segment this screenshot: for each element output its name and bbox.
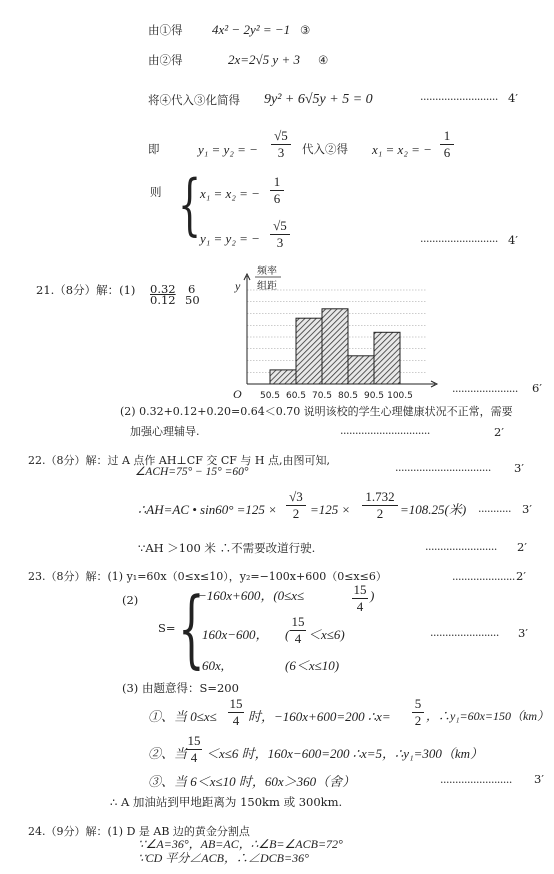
p23-case3-a: 60x, xyxy=(202,658,225,673)
p21-answer-4: 50 xyxy=(185,293,200,307)
p23-row1-frac1-den: 4 xyxy=(228,712,244,729)
p22-line3-dots: ························ xyxy=(425,543,497,556)
origin-label: O xyxy=(233,387,242,401)
p20-line4-eq2: x₁ = x₂ = − xyxy=(372,142,432,157)
p22-line2-b: =125 × xyxy=(310,502,351,517)
p21-part2-line1: (2) 0.32+0.12+0.20=0.64＜0.70 说明该校的学生心理健康状况不正常，需要 xyxy=(120,405,513,418)
histogram-bar xyxy=(270,370,296,384)
p21-part2-score: 2′ xyxy=(494,425,504,439)
p20-line3-eq: 9y² + 6√5y + 5 = 0 xyxy=(264,92,373,107)
p20-line5-eq1: x₁ = x₂ = − xyxy=(200,186,260,201)
p21-score: 6′ xyxy=(532,381,542,395)
p20-line5-dots: ·························· xyxy=(420,235,498,248)
p23-row1-frac2-den: 2 xyxy=(412,712,424,729)
x-tick-label: 100.5 xyxy=(387,391,413,401)
p21-part2-dots: ······························ xyxy=(340,427,430,440)
x-tick-label: 80.5 xyxy=(337,391,359,401)
x-tick-label: 70.5 xyxy=(311,391,333,401)
p22-line3-score: 2′ xyxy=(517,540,527,554)
p23-row3-dots: ························ xyxy=(440,776,512,789)
p23-part2-label: (2) xyxy=(122,593,139,607)
p23-case1-frac-num: 15 xyxy=(353,582,367,597)
p20-line4-frac1-num: √5 xyxy=(274,128,288,143)
p20-line4-frac2-den: 6 xyxy=(440,144,454,161)
p24-line1: 24.（9分）解：(1) D 是 AB 边的黄金分割点 xyxy=(28,825,250,838)
p23-line1-dots: ····················· xyxy=(452,573,515,586)
p23-brace: { xyxy=(178,579,205,677)
y-axis-symbol: y xyxy=(235,279,241,293)
p20-line2-eq: 2x=2√5 y + 3 xyxy=(228,52,300,67)
p23-case1-frac xyxy=(352,582,368,615)
p20-line2-num: ④ xyxy=(318,53,329,67)
p23-part2-score: 3′ xyxy=(518,626,528,640)
p23-row1-a: ①、当 0≤x≤ xyxy=(148,709,217,724)
p23-case1: −160x+600，(0≤x≤ xyxy=(198,588,305,603)
p20-line5-frac1 xyxy=(270,174,284,207)
p23-case2-a: 160x−600， xyxy=(202,627,269,642)
y-label-bottom: 组距 xyxy=(257,281,277,292)
p23-row3: ③、当 6＜x≤10 时，60x＞360（舍） xyxy=(148,774,356,789)
p20-line3-label: 将④代入③化简得 xyxy=(148,93,240,107)
x-tick-label: 50.5 xyxy=(259,391,281,401)
p22-line2-c: =108.25(米) xyxy=(400,502,467,517)
p23-row1-frac1-num: 15 xyxy=(229,696,243,711)
p21-answer-3: 0.12 xyxy=(150,293,176,307)
p20-line1-eq: 4x² − 2y² = −1 xyxy=(212,22,291,37)
histogram-bar xyxy=(348,356,374,384)
p20-line4-frac2-num: 1 xyxy=(443,128,451,143)
p23-row2-frac-den: 4 xyxy=(186,749,202,766)
p23-conclusion: ∴ A 加油站到甲地距离为 150km 或 300km. xyxy=(110,795,343,809)
p23-row2-a: ②、当 xyxy=(148,746,188,761)
y-label-top: 频率 xyxy=(257,266,277,277)
histogram-bar xyxy=(374,332,400,384)
p20-line5-frac2 xyxy=(270,218,290,251)
p23-row1-frac1 xyxy=(228,696,244,729)
p21-answer-1: 0.32 xyxy=(150,282,176,296)
p20-line4-label: 即 xyxy=(148,142,160,156)
p23-row1-b: 时，−160x+600=200 ∴x= xyxy=(248,709,391,724)
p22-line1-dots: ································ xyxy=(395,464,491,477)
p20-line4-frac1 xyxy=(271,128,291,161)
p23-case2-frac-den: 4 xyxy=(290,630,306,647)
p23-part3-label: (3) 由题意得：S=200 xyxy=(122,681,239,695)
p23-case1-end: ) xyxy=(370,588,375,603)
p23-row1-frac2 xyxy=(412,696,424,729)
p20-line2-label: 由②得 xyxy=(148,53,183,67)
p20-line5-score: 4′ xyxy=(508,233,518,247)
p22-line3: ∵AH ＞100 米 ∴不需要改道行驶. xyxy=(138,541,316,555)
p23-row1-c: ，∴y₁=60x=150（km） xyxy=(426,709,550,723)
p21-dots: ······················ xyxy=(452,385,518,398)
histogram-bar xyxy=(296,318,322,384)
p21-heading: 21.（8分）解：(1) xyxy=(36,283,136,297)
p22-line2-a: ∴AH=AC • sin60° =125 × xyxy=(138,502,277,517)
p20-line4-frac1-den: 3 xyxy=(271,144,291,161)
p22-frac2-den: 2 xyxy=(362,505,398,522)
histogram-bar xyxy=(322,309,348,384)
p22-line1-angle: ∠ACH=75° − 15° =60° xyxy=(135,466,249,478)
histogram-chart xyxy=(225,262,440,412)
p22-line1-score: 3′ xyxy=(514,461,524,475)
p22-line2-score: 3′ xyxy=(522,502,532,516)
x-tick-label: 60.5 xyxy=(285,391,307,401)
p23-row3-score: 3′ xyxy=(534,772,544,786)
p20-line5-frac2-den: 3 xyxy=(270,234,290,251)
p20-line3-score: 4′ xyxy=(508,91,518,105)
p20-line3-dots: ·························· xyxy=(420,93,498,106)
p22-frac1 xyxy=(286,489,306,522)
p21-part2-line2: 加强心理辅导. xyxy=(130,425,200,438)
p23-line1: 23.（8分）解：(1) y₁=60x（0≤x≤10），y₂=−100x+600（0≤x≤6） xyxy=(28,570,387,583)
p22-frac2 xyxy=(362,489,398,522)
p23-row2-frac xyxy=(186,733,202,766)
p23-row2-frac-num: 15 xyxy=(187,733,201,748)
p20-line5-frac2-num: √5 xyxy=(273,218,287,233)
p20-line4-eq1: y₁ = y₂ = − xyxy=(198,142,258,157)
p21-answer-2: 6 xyxy=(188,282,196,296)
p23-part2-dots: ······················· xyxy=(430,629,499,642)
p22-frac2-num: 1.732 xyxy=(365,489,395,504)
p23-case1-frac-den: 4 xyxy=(352,598,368,615)
p23-case2-paren: ( xyxy=(285,627,290,642)
p24-line2: ∵∠A=36°，AB=AC，∴∠B=∠ACB=72° xyxy=(138,837,343,851)
p23-case3-b: (6＜x≤10) xyxy=(285,658,340,673)
p20-line5-frac1-num: 1 xyxy=(273,174,281,189)
p23-line1-score: 2′ xyxy=(516,569,526,583)
p22-line1: 22.（8分）解：过 A 点作 AH⊥CF 交 CF 与 H 点,由图可知, xyxy=(28,454,330,467)
x-tick-label: 90.5 xyxy=(363,391,385,401)
p24-line3: ∵CD 平分∠ACB，∴∠DCB=36° xyxy=(138,851,309,865)
p23-case2-frac-num: 15 xyxy=(291,614,305,629)
p23-case2-b: ＜x≤6) xyxy=(308,627,345,642)
p20-line4-frac2 xyxy=(440,128,454,161)
p20-line5-eq2: y₁ = y₂ = − xyxy=(200,231,260,246)
p20-line5-frac1-den: 6 xyxy=(270,190,284,207)
p23-row2-b: ＜x≤6 时，160x−600=200 ∴x=5，∴y₁=300（km） xyxy=(206,746,484,761)
p20-brace: { xyxy=(178,166,202,243)
p20-line1-num: ③ xyxy=(300,23,311,37)
p22-line2-dots: ··········· xyxy=(478,505,511,518)
p23-row1-frac2-num: 5 xyxy=(414,696,422,711)
p22-frac1-den: 2 xyxy=(286,505,306,522)
p20-line1-label: 由①得 xyxy=(148,23,183,37)
p23-case2-frac xyxy=(290,614,306,647)
p23-s-label: S= xyxy=(158,621,176,635)
p22-frac1-num: √3 xyxy=(289,489,303,504)
p20-line4-mid: 代入②得 xyxy=(302,142,348,156)
p20-line5-label: 则 xyxy=(150,185,162,199)
